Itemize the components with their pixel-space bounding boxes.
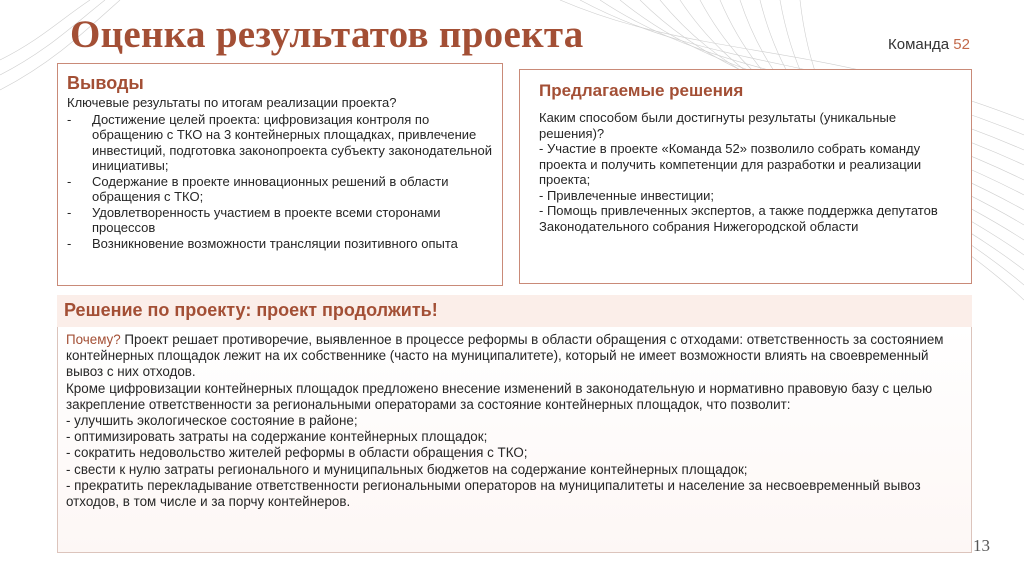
slide-title: Оценка результатов проекта xyxy=(70,13,584,56)
solutions-box xyxy=(519,69,972,284)
solutions-line: Каким способом были достигнуты результаты (уникальные решения)? xyxy=(539,110,897,141)
solutions-line: - Участие в проекте «Команда 52» позволило собрать команду проекта и получить компетенции для разработки и реализации проекта; xyxy=(539,141,922,187)
solutions-line: - Привлеченные инвестиции; xyxy=(539,187,715,203)
decision-item: - улучшить экологическое состояние в районе; xyxy=(66,413,358,429)
list-item: - Достижение целей проекта: цифровизация контроля по обращению с ТКО на 3 контейнерных площадках, привлечение инвестиций, подготовка законопроекта субъекту законодательной инициативы; xyxy=(67,111,493,173)
solutions-heading: Предлагаемые решения xyxy=(539,81,744,100)
logo-number: 52 xyxy=(953,36,970,53)
conclusions-list xyxy=(67,112,494,252)
decision-item: - свести к нулю затраты регионального и муниципальных бюджетов на содержание контейнерных площадок; xyxy=(66,461,748,477)
conclusions-heading: Выводы xyxy=(67,73,144,93)
list-item: - Удовлетворенность участием в проекте всеми сторонами процессов xyxy=(67,204,441,235)
list-item: - Содержание в проекте инновационных решений в области обращения с ТКО; xyxy=(67,173,449,204)
list-item: - Возникновение возможности трансляции позитивного опыта xyxy=(67,235,458,251)
decision-body xyxy=(57,327,972,553)
decision-paragraph-2: Кроме цифровизации контейнерных площадок предложено внесение изменений в законодательную и нормативно правовую базу с целью закрепление ответственности за региональными операторами за состояние контейнерных площадок, что позволит: xyxy=(66,380,933,412)
conclusions-intro: Ключевые результаты по итогам реализации проекта? xyxy=(67,95,397,110)
decision-paragraph-1: Почему? Проект решает противоречие, выявленное в процессе реформы в области обращения с отходами: ответственность за состоянием контейнерных площадок лежит на их собственнике (часто на муниципалитете), который не имеет возможности влиять на своевременный вывоз с них отходов. xyxy=(66,332,944,380)
decision-header xyxy=(57,295,972,327)
decision-title: Решение по проекту: проект продолжить! xyxy=(64,300,438,320)
decision-item: - сократить недовольство жителей реформы в области обращения с ТКО; xyxy=(66,445,528,461)
logo-word: Команда xyxy=(888,36,950,53)
conclusions-box xyxy=(57,63,503,286)
page-number: 13 xyxy=(973,536,990,555)
why-label: Почему? xyxy=(66,332,121,347)
team-logo xyxy=(888,36,970,53)
decision-item: - оптимизировать затраты на содержание контейнерных площадок; xyxy=(66,429,488,445)
solutions-line: - Помощь привлеченных экспертов, а также поддержка депутатов Законодательного собрания Нижегородской области xyxy=(539,203,938,234)
decision-item: - прекратить перекладывание ответственности региональными операторов на муниципалитеты и население за несвоевременный вывоз отходов, в том числе и за порчу контейнеров. xyxy=(66,477,921,510)
